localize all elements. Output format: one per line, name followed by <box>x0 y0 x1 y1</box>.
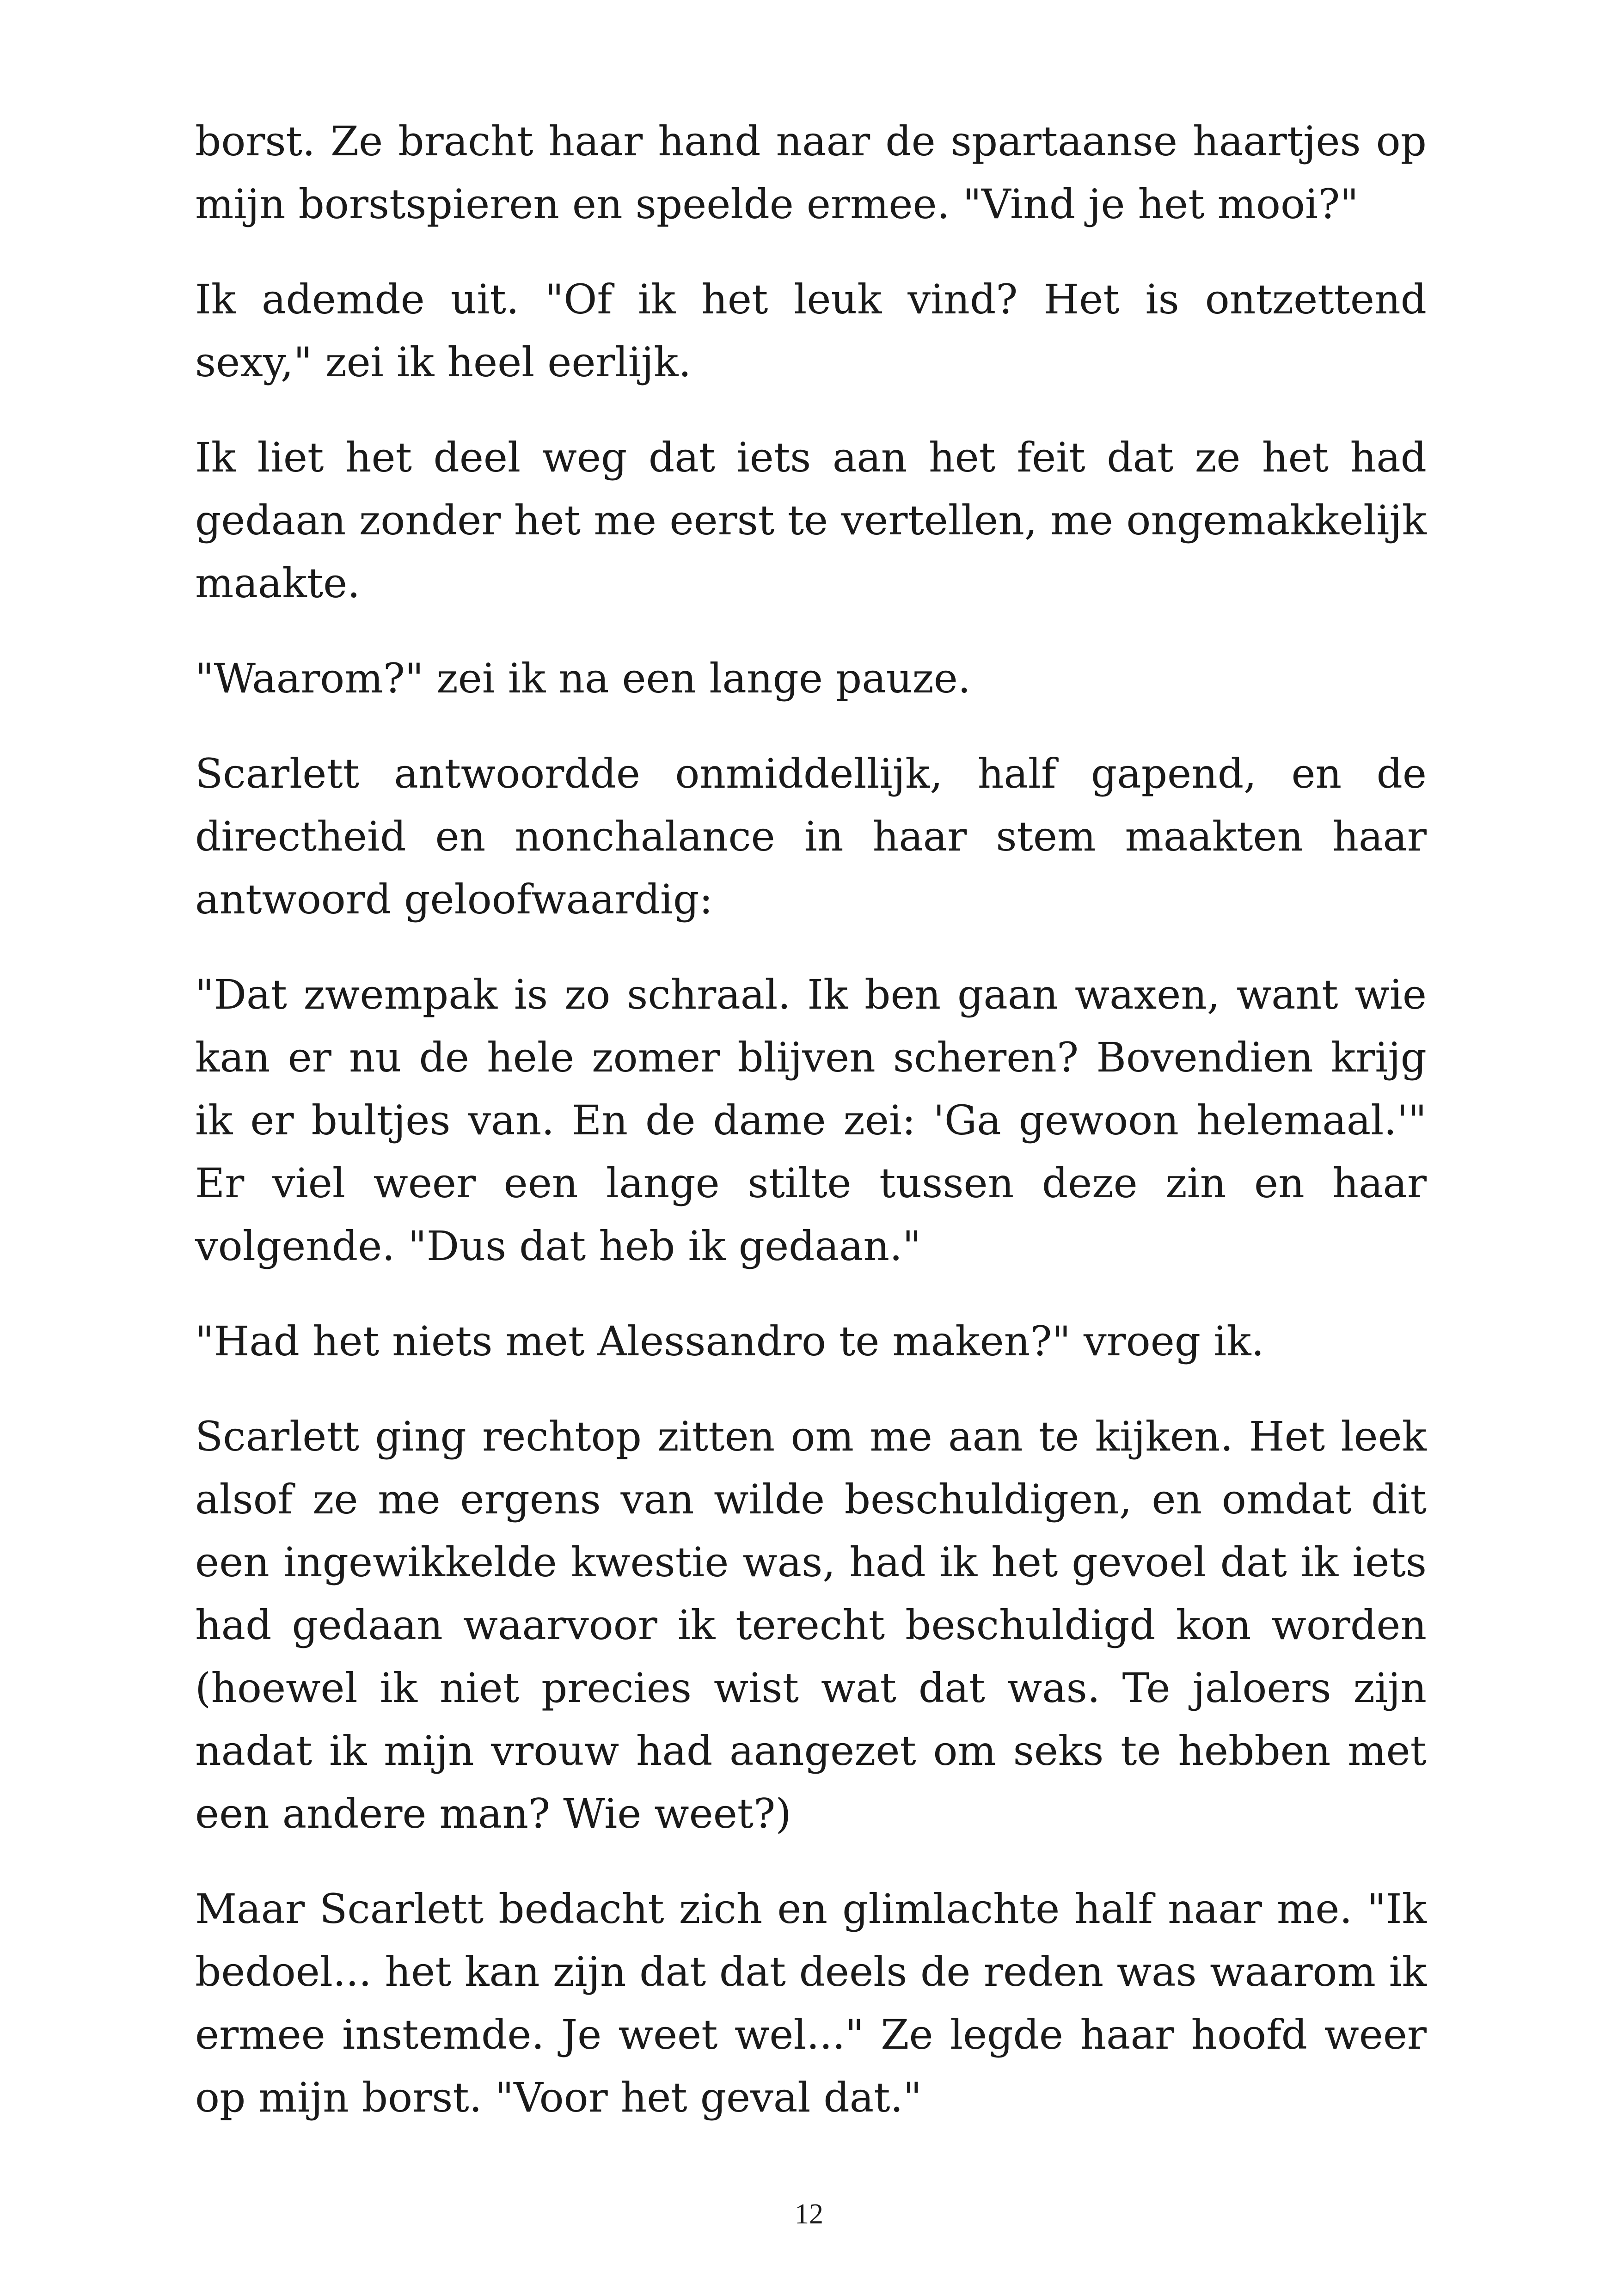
paragraph: Ik ademde uit. "Of ik het leuk vind? Het is ontzettend sexy," zei ik heel eerlijk. <box>195 276 1427 386</box>
paragraph: Scarlett ging rechtop zitten om me aan te kijken. Het leek alsof ze me ergens van wilde beschuldigen, en omdat dit een ingewikkelde kwestie was, had ik het gevoel dat ik iets had gedaan waarvoor ik terecht beschuldigd kon worden (hoewel ik niet precies wist wat dat was. Te jaloers zijn nadat ik mijn vrouw had aangezet om seks te hebben met een andere man? Wie weet?) <box>195 1413 1427 1837</box>
page-number: 12 <box>795 2198 823 2230</box>
paragraph: Ik liet het deel weg dat iets aan het feit dat ze het had gedaan zonder het me eerst te vertellen, me ongemakkelijk maakte. <box>195 434 1427 607</box>
paragraph: Maar Scarlett bedacht zich en glimlachte half naar me. "Ik bedoel... het kan zijn dat dat deels de reden was waarom ik ermee instemde. Je weet wel..." Ze legde haar hoofd weer op mijn borst. "Voor het geval dat." <box>195 1885 1427 2121</box>
paragraph: "Dat zwempak is zo schraal. Ik ben gaan waxen, want wie kan er nu de hele zomer blijven scheren? Bovendien krijg ik er bultjes van. En de dame zei: 'Ga gewoon helemaal.'" Er viel weer een lange stilte tussen deze zin en haar volgende. "Dus dat heb ik gedaan." <box>195 971 1427 1270</box>
paragraph: Scarlett antwoordde onmiddellijk, half gapend, en de directheid en nonchalance in haar stem maakten haar antwoord geloofwaardig: <box>195 750 1427 923</box>
paragraph: "Waarom?" zei ik na een lange pauze. <box>195 655 971 702</box>
paragraph: "Had het niets met Alessandro te maken?" vroeg ik. <box>195 1317 1264 1365</box>
body-text <box>195 110 1427 2161</box>
paragraph: borst. Ze bracht haar hand naar de spartaanse haartjes op mijn borstspieren en speelde ermee. "Vind je het mooi?" <box>195 117 1427 228</box>
